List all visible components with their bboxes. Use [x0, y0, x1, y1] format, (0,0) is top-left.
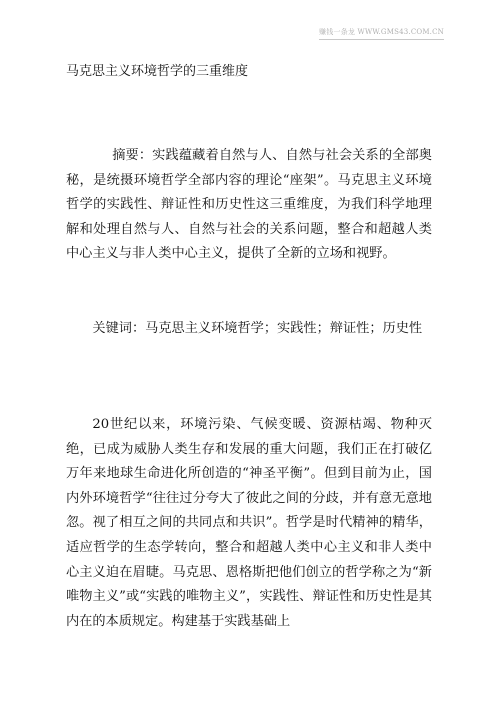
header-rule	[319, 39, 444, 40]
header-site: 赚钱一条龙	[319, 28, 356, 36]
document-title: 马克思主义环境哲学的三重维度	[66, 64, 249, 79]
body-paragraph: 20世纪以来，环境污染、气候变暖、资源枯竭、物种灭绝，已成为威胁人类生存和发展的重大问题，我们正在打破亿万年来地球生命进化所创造的“神圣平衡”。但到目前为止，国内外环境哲学“往往过分夸大了彼此之间的分歧，并有意无意地忽。视了相互之间的共同点和共识”。哲学是时代精神的精华，适应哲学的生态学转向，整合和超越人类中心主义和非人类中心主义迫在眉睫。马克思、恩格斯把他们创立的哲学称之为“新唯物主义”或“实践的唯物主义”，实践性、辩证性和历史性是其内在的本质规定。构建基于实践基础上	[66, 417, 432, 629]
page-header	[319, 27, 444, 37]
keywords-paragraph: 关键词：马克思主义环境哲学；实践性；辩证性；历史性	[92, 321, 423, 336]
abstract-paragraph: 摘要：实践蕴藏着自然与人、自然与社会关系的全部奥秘，是统摄环境哲学全部内容的理论“座架”。马克思主义环境哲学的实践性、辩证性和历史性这三重维度，为我们科学地理解和处理自然与人、自然与社会的关系问题，整合和超越人类中心主义与非人类中心主义，提供了全新的立场和视野。	[66, 148, 432, 262]
header-url: WWW.GMS43.COM.CN	[357, 28, 444, 36]
